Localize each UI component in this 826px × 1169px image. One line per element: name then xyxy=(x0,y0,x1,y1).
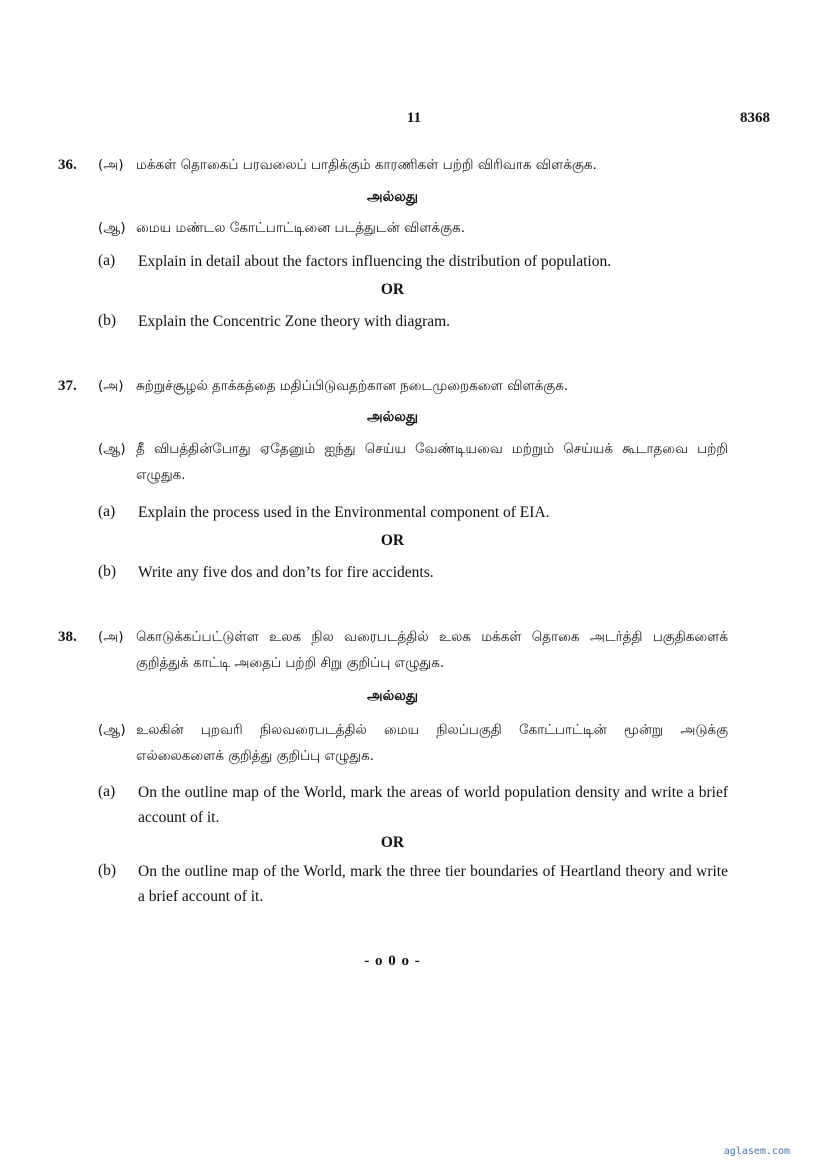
tamil-option-b-text: மைய மண்டல கோட்பாட்டினை படத்துடன் விளக்குக. xyxy=(136,220,465,236)
or-divider: OR xyxy=(380,532,405,549)
question-number: 38. xyxy=(58,629,77,645)
english-option-b-text: Explain the Concentric Zone theory with diagram. xyxy=(138,313,451,330)
footer-watermark: aglasem.com xyxy=(723,1146,790,1157)
tamil-option-a-text: சுற்றுச்சூழல் தாக்கத்தை மதிப்பிடுவதற்கான நடைமுறைகளை விளக்குக. xyxy=(136,378,569,394)
tamil-option-b-text: உலகின் புறவரி நிலவரைபடத்தில் மைய நிலப்பகுதி கோட்பாட்டின் மூன்று அடுக்கு எல்லைகளைக் குறித்து குறிப்பு எழுதுக. xyxy=(136,722,728,764)
english-option-b-text: Write any five dos and don’ts for fire accidents. xyxy=(138,564,434,581)
tamil-option-a-text: கொடுக்கப்பட்டுள்ள உலக நில வரைபடத்தில் உலக மக்கள் தொகை அடர்த்தி பகுதிகளைக் குறித்துக் காட்டி அதைப் பற்றி சிறு குறிப்பு எழுதுக. xyxy=(136,629,728,671)
question-number: 37. xyxy=(58,378,77,394)
english-option-b-text: On the outline map of the World, mark the three tier boundaries of Heartland theory and write a brief account of it. xyxy=(138,863,728,905)
english-option-b-label: (b) xyxy=(98,862,117,879)
page-number: 11 xyxy=(406,110,422,126)
english-option-a-label: (a) xyxy=(98,503,116,520)
or-divider: OR xyxy=(380,834,405,851)
english-option-b-label: (b) xyxy=(98,563,117,580)
tamil-option-b-label: (ஆ) xyxy=(98,220,126,236)
paper-code: 8368 xyxy=(740,110,770,126)
or-divider: OR xyxy=(380,281,405,298)
tamil-option-a-label: (அ) xyxy=(98,157,124,173)
tamil-option-b-label: (ஆ) xyxy=(98,441,126,457)
english-option-a-label: (a) xyxy=(98,252,116,269)
tamil-option-a-label: (அ) xyxy=(98,629,124,645)
end-marker: - o 0 o - xyxy=(364,953,421,969)
tamil-option-a-text: மக்கள் தொகைப் பரவலைப் பாதிக்கும் காரணிகள் பற்றி விரிவாக விளக்குக. xyxy=(136,157,597,173)
tamil-option-a-label: (அ) xyxy=(98,378,124,394)
tamil-option-b-label: (ஆ) xyxy=(98,722,126,738)
tamil-or-divider: அல்லது xyxy=(367,189,418,205)
tamil-option-b-text: தீ விபத்தின்போது ஏதேனும் ஐந்து செய்ய வேண்டியவை மற்றும் செய்யக் கூடாதவை பற்றி எழுதுக. xyxy=(136,441,728,483)
question-number: 36. xyxy=(58,157,77,173)
english-option-a-text: On the outline map of the World, mark the areas of world population density and write a brief account of it. xyxy=(138,784,728,826)
tamil-or-divider: அல்லது xyxy=(367,688,418,704)
english-option-a-text: Explain the process used in the Environmental component of EIA. xyxy=(138,504,550,521)
english-option-a-text: Explain in detail about the factors influencing the distribution of population. xyxy=(138,253,612,270)
tamil-or-divider: அல்லது xyxy=(367,409,418,425)
english-option-a-label: (a) xyxy=(98,783,116,800)
english-option-b-label: (b) xyxy=(98,312,117,329)
